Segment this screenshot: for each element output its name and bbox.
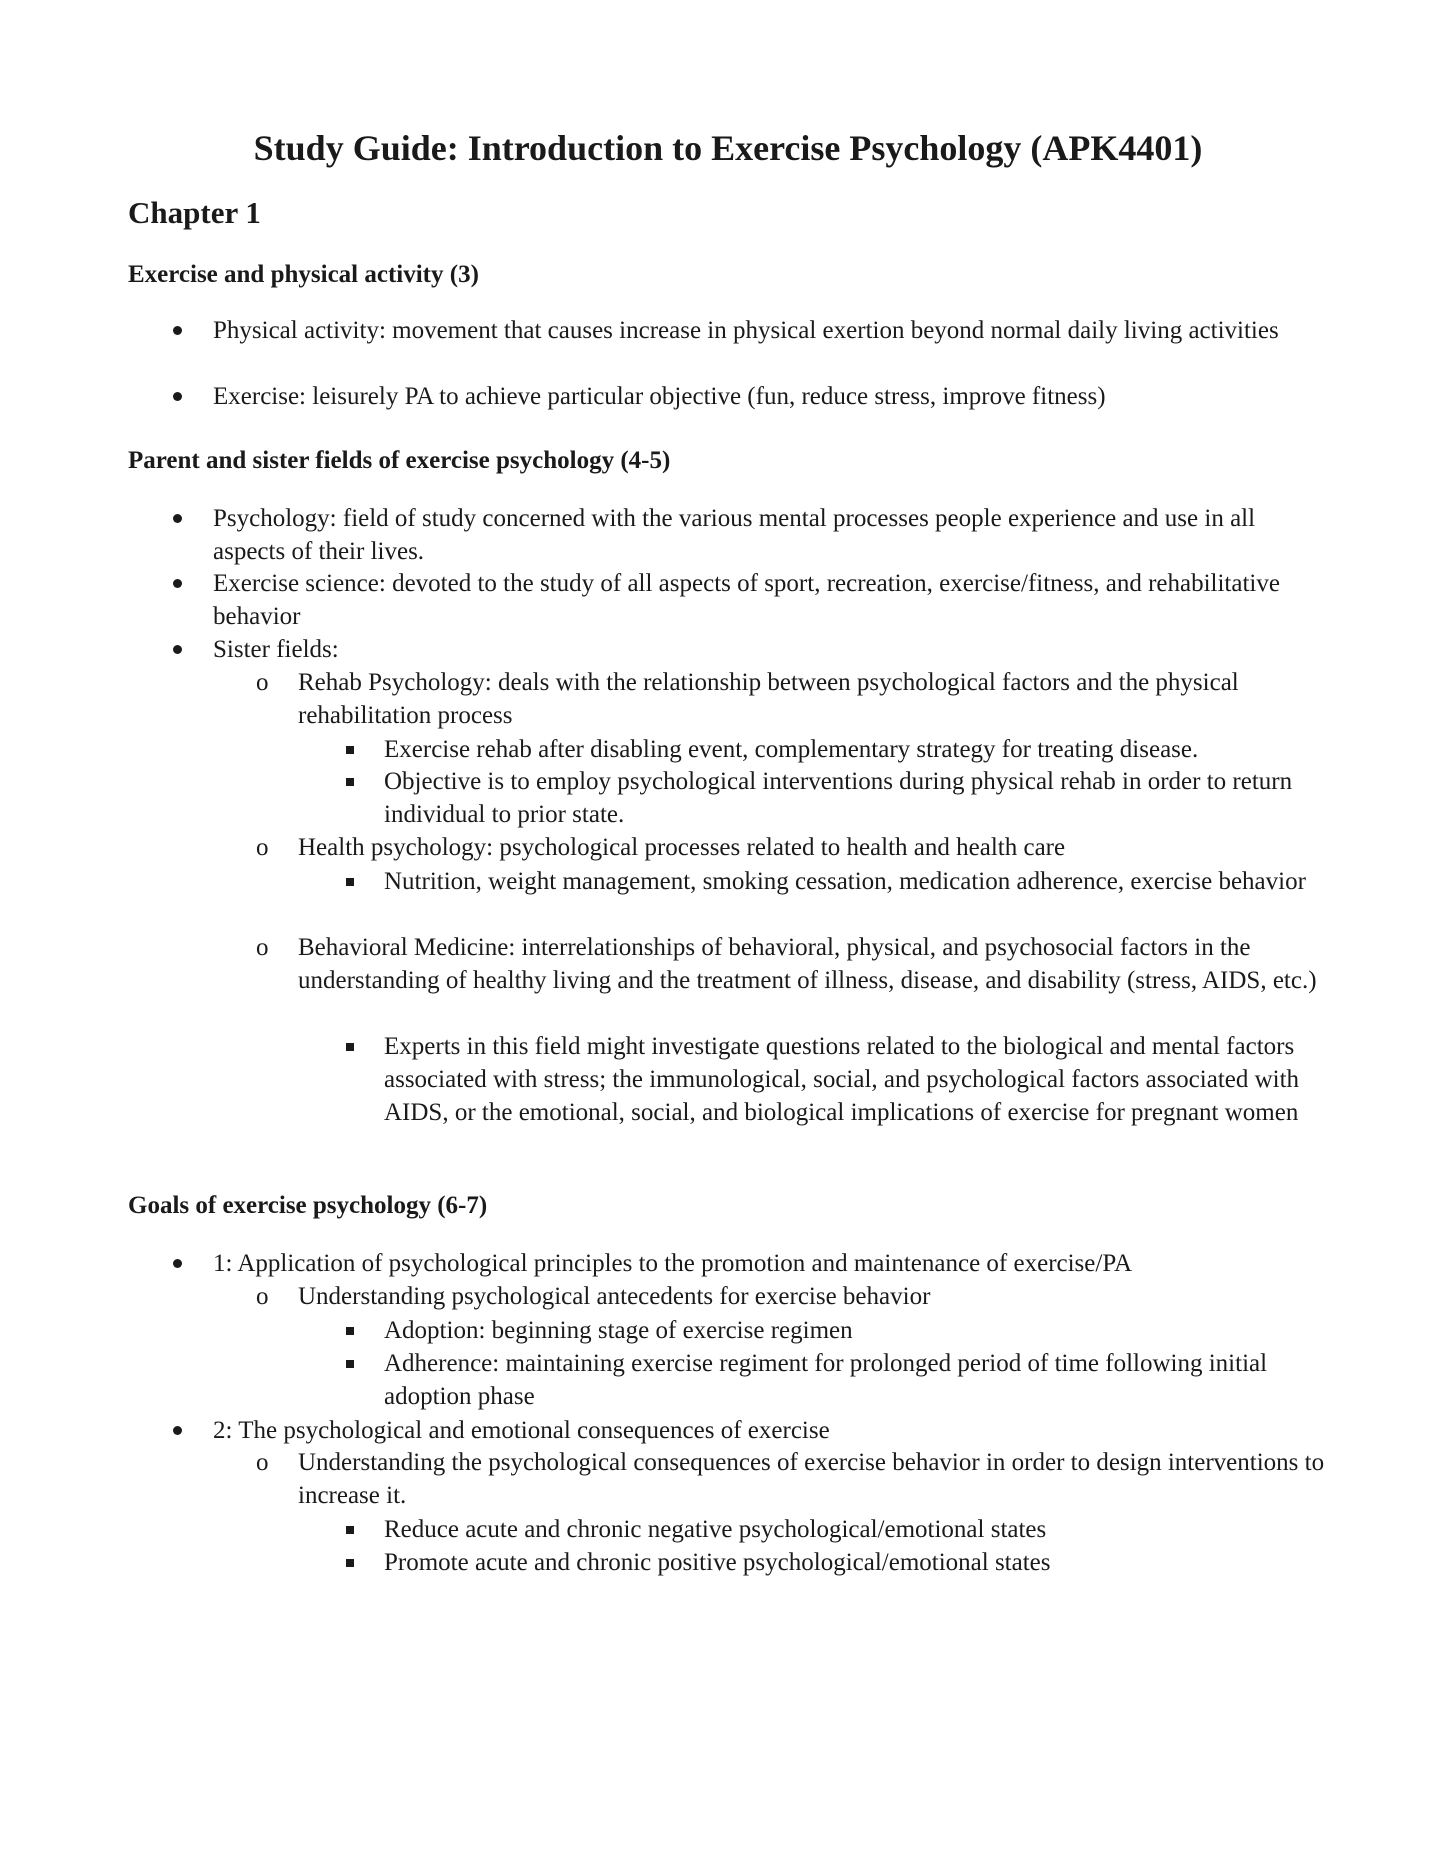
circle-bullet-icon: o xyxy=(256,1449,269,1476)
sister-field-item: Health psychology: psychological processes related to health and health care xyxy=(298,834,1066,861)
list-item: Exercise: leisurely PA to achieve particular objective (fun, reduce stress, improve fitness) xyxy=(213,383,1106,410)
square-bullet-icon xyxy=(346,1559,354,1567)
circle-bullet-icon: o xyxy=(256,934,269,961)
document-title: Study Guide: Introduction to Exercise Psychology (APK4401) xyxy=(253,128,1203,168)
square-bullet-icon xyxy=(346,1043,354,1051)
square-bullet-icon xyxy=(346,1526,354,1534)
list-item: Physical activity: movement that causes increase in physical exertion beyond normal daily living activities xyxy=(213,317,1279,344)
detail-item: Experts in this field might investigate questions related to the biological and mental factors associated with stress; the immunological, social, and psychological factors associated with AIDS, or the emotional, social, and biological implications of exercise for pregnant women xyxy=(384,1033,1300,1126)
detail-item: Objective is to employ psychological interventions during physical rehab in order to return individual to prior state. xyxy=(384,768,1293,828)
section-heading-goals-of-exercise-psychology: Goals of exercise psychology (6-7) xyxy=(128,1192,488,1219)
goal-sub-item: Understanding the psychological consequences of exercise behavior in order to design interventions to increase it. xyxy=(298,1449,1325,1509)
list-item: Psychology: field of study concerned with the various mental processes people experience and use in all aspects of their lives. xyxy=(213,505,1256,565)
detail-item: Reduce acute and chronic negative psychological/emotional states xyxy=(384,1516,1047,1543)
detail-item: Adoption: beginning stage of exercise regimen xyxy=(384,1317,853,1344)
detail-item: Exercise rehab after disabling event, complementary strategy for treating disease. xyxy=(384,736,1199,763)
circle-bullet-icon: o xyxy=(256,834,269,861)
bullet-icon xyxy=(173,514,182,523)
square-bullet-icon xyxy=(346,1327,354,1335)
circle-bullet-icon: o xyxy=(256,1283,269,1310)
circle-bullet-icon: o xyxy=(256,669,269,696)
square-bullet-icon xyxy=(346,778,354,786)
bullet-icon xyxy=(173,392,182,401)
square-bullet-icon xyxy=(346,1360,354,1368)
bullet-icon xyxy=(173,1426,182,1435)
goal-item: 1: Application of psychological principles to the promotion and maintenance of exercise/PA xyxy=(213,1250,1132,1277)
square-bullet-icon xyxy=(346,746,354,754)
list-item: Sister fields: xyxy=(213,636,339,663)
goal-item: 2: The psychological and emotional consequences of exercise xyxy=(213,1417,830,1444)
section-heading-parent-and-sister-fields: Parent and sister fields of exercise psychology (4-5) xyxy=(128,447,671,474)
detail-item: Adherence: maintaining exercise regiment for prolonged period of time following initial adoption phase xyxy=(384,1350,1268,1410)
list-item: Exercise science: devoted to the study of all aspects of sport, recreation, exercise/fitness, and rehabilitative behavior xyxy=(213,570,1280,630)
section-heading-exercise-and-physical-activity: Exercise and physical activity (3) xyxy=(128,261,479,288)
detail-item: Promote acute and chronic positive psychological/emotional states xyxy=(384,1549,1051,1576)
chapter-heading: Chapter 1 xyxy=(128,195,261,230)
goal-sub-item: Understanding psychological antecedents for exercise behavior xyxy=(298,1283,931,1310)
bullet-icon xyxy=(173,645,182,654)
sister-field-item: Behavioral Medicine: interrelationships of behavioral, physical, and psychosocial factors in the understanding of healthy living and the treatment of illness, disease, and disability (stress, AIDS, etc.) xyxy=(298,934,1317,994)
bullet-icon xyxy=(173,579,182,588)
detail-item: Nutrition, weight management, smoking cessation, medication adherence, exercise behavior xyxy=(384,868,1306,895)
bullet-icon xyxy=(173,326,182,335)
square-bullet-icon xyxy=(346,878,354,886)
sister-field-item: Rehab Psychology: deals with the relationship between psychological factors and the physical rehabilitation process xyxy=(298,669,1239,729)
bullet-icon xyxy=(173,1259,182,1268)
